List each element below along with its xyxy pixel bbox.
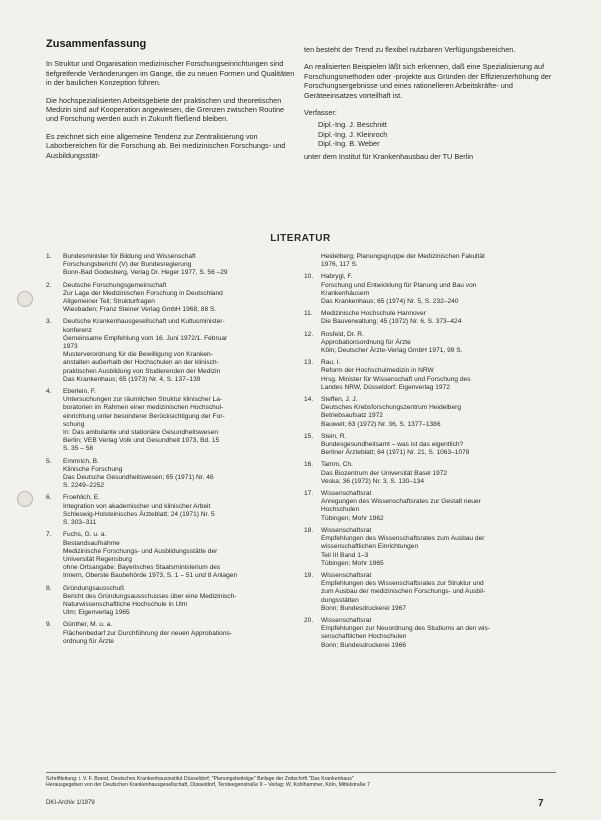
reference-number: 20. <box>304 616 314 624</box>
author-affiliation: unter dem Institut für Krankenhausbau der TU Berlin <box>304 151 474 161</box>
reference-entry <box>46 621 291 646</box>
reference-text: Eberlein, F. Untersuchungen zur räumlichen Struktur klinischer La- boratorien im Rahmen einer medizinischen Hochschul- einrichtung unter besonderer Berücksichtigung der For- schung In: Das ambulante und stationäre Gesundheitswesen Berlin; VEB Verlag Volk und Gesundheit 1973, Bd. 15 S. 35 – 58 <box>63 388 225 453</box>
reference-number: 15. <box>304 432 314 440</box>
reference-text: Heidelberg; Planungsgruppe der Medizinischen Fakultät 1976, 117 S. <box>321 253 485 269</box>
literatur-heading: LITERATUR <box>270 233 331 244</box>
reference-text: Wissenschaftsrat Empfehlungen des Wissenschaftsrates zur Struktur und zum Ausbau der medizinischen Forschungs- und Ausbil- dungsstätten Bonn; Bundesdruckerei 1967 <box>321 571 486 612</box>
reference-number: 19. <box>304 571 314 579</box>
reference-entry <box>304 310 549 326</box>
punch-hole <box>17 291 33 307</box>
reference-entry <box>304 273 549 306</box>
reference-text: Fuchs, G. u. a. Bestandsaufnahme Medizinische Forschungs- und Ausbildungsstätte der Universität Regensburg ohne Ortsangabe: Bayerisches Staatsministerium des Innern, Oberste Baubehörde 1973, S. 1 – 51 und 8 Anlagen <box>63 531 238 580</box>
reference-text: Deutsche Krankenhausgesellschaft und Kultusminister- konferenz Gemeinsame Empfehlung vom 16. Juni 1972/1. Februar 1973 Musterverordnung für die Bewilligung von Kranken- anstalten außerhalb der Hochschulen an der klinisch- praktischen Ausbildung von Studierenden der Medizin Das Krankenhaus; 65 (1973) Nr. 4, S. 137–139 <box>63 318 228 383</box>
reference-entry <box>46 494 291 527</box>
reference-text: Steffen, J. J. Deutsches Krebsforschungszentrum Heidelberg Betriebsaufsatz 1972 Bauwelt; 63 (1972) Nr. 36, S. 1377–1386 <box>321 396 462 428</box>
reference-text: Wissenschaftsrat Empfehlungen des Wissenschaftsrates zum Ausbau der wissenschaftlichen Einrichtungen Teil III Band 1–3 Tübingen; Mohr 1965 <box>321 526 485 567</box>
reference-entry <box>304 253 549 269</box>
reference-number: 3. <box>46 318 52 326</box>
reference-text: Deutsche Forschungsgemeinschaft Zur Lage der Medizinischen Forschung in Deutschland Allgemeiner Teil; Strukturfragen Wiesbaden; Franz Steiner Verlag GmbH 1968, 88 S. <box>63 281 223 314</box>
reference-number: 7. <box>46 531 52 539</box>
authors-label: Verfasser: <box>304 108 337 118</box>
author-name: Dipl.-Ing. B. Weber <box>318 139 380 149</box>
reference-text: Tamm, Ch. Das Biozentrum der Universität Basel 1972 Veska; 36 (1972) Nr. 3, S. 130–134 <box>321 461 448 485</box>
reference-number: 11. <box>304 310 313 318</box>
reference-entry <box>46 282 291 315</box>
reference-number: 6. <box>46 494 52 502</box>
reference-text: Rosfeld, Dr. R. Approbationsordnung für Ärzte Köln; Deutscher Ärzte-Verlag GmbH 1971, 99 S. <box>321 330 463 355</box>
reference-number: 8. <box>46 584 52 592</box>
reference-text: Emmrich, B. Klinische Forschung Das Deutsche Gesundheitswesen; 65 (1971) Nr. 46 S. 2249–2252 <box>63 457 214 490</box>
reference-text: Stein, R. Bundesgesundheitsamt – was ist das eigentlich? Berliner Ärzteblatt; 84 (1971) Nr. 21, S. 1063–1078 <box>321 432 470 457</box>
reference-text: Medizinische Hochschule Hannover Die Bauverwaltung; 45 (1972) Nr. 6, S. 373–424 <box>321 310 462 326</box>
reference-number: 4. <box>46 388 52 396</box>
reference-text: Wissenschaftsrat Anregungen des Wissenschaftsrates zur Gestalt neuer Hochschulen Tübingen; Mohr 1962 <box>321 490 481 522</box>
reference-entry <box>304 331 549 356</box>
reference-number: 14. <box>304 396 314 404</box>
summary-right-column <box>304 45 554 169</box>
reference-number: 16. <box>304 461 314 469</box>
reference-text: Froehlich, E. Integration von akademischer und klinischer Arbeit Schleswig-Holsteinisches Ärzteblatt; 24 (1971) Nr. 5 S. 303–311 <box>63 494 215 527</box>
footer-imprint: Schriftleitung: i. V. F. Brand, Deutsches Krankenhausinstitut Düsseldorf; "Planungsbeiträge" Beilage der Zeitschrift "Das Krankenhaus" Herausgegeben von der Deutschen Krankenhausgesellschaft, Düsseldorf, Tersteegenstraße 9 – Verlag: W. Kohlhammer, Köln, Mittelstraße 7 <box>46 772 556 788</box>
summary-paragraph: An realisierten Beispielen läßt sich erkennen, daß eine Spezialisierung auf Forschungsmethoden oder -projekte aus Gründen der Effizienzerhöhung der Forschungsergebnisse und eines rationelleren Arbeitskräfte- und Geräteeinsatzes vorteilhaft ist. <box>304 62 552 100</box>
reference-entry <box>304 359 549 392</box>
reference-entry <box>46 253 291 278</box>
summary-left-column <box>46 40 298 168</box>
reference-number: 9. <box>46 621 52 629</box>
reference-entry <box>304 433 549 458</box>
summary-paragraph: ten besteht der Trend zu flexibel nutzbaren Verfügungsbereichen. <box>304 45 516 54</box>
punch-hole <box>17 491 33 507</box>
reference-entry <box>46 458 291 491</box>
reference-entry <box>46 388 291 454</box>
reference-entry <box>304 461 549 486</box>
reference-number: 12. <box>304 330 314 338</box>
reference-number: 18. <box>304 526 314 534</box>
reference-number <box>304 253 321 269</box>
footer-archive-label: DKI-Archiv 1/1979 <box>46 800 95 806</box>
reference-entry <box>304 396 549 429</box>
reference-number: 1. <box>46 253 52 260</box>
authors-list <box>318 120 554 148</box>
reference-number: 5. <box>46 457 52 465</box>
reference-text: Günther, M. u. a. Flächenbedarf zur Durchführung der neuen Approbations- ordnung für Ärzte <box>63 621 232 645</box>
author-name: Dipl.-Ing. J. Beschnitt <box>318 120 387 130</box>
summary-paragraph: Die hochspezialisierten Arbeitsgebiete der praktischen und theoretischen Medizin sind auf Kooperation angewiesen, die Grenzen zwischen Routine und Forschung werden auch in Zukunft fließend bleiben. <box>46 95 285 124</box>
reference-text: Rau, I. Reform der Hochschulmedizin in NRW Hrsg. Minister für Wissenschaft und Forschung des Landes NRW, Düsseldorf: Eigenverlag 1972 <box>321 359 471 391</box>
summary-heading: Zusammenfassung <box>46 38 147 50</box>
reference-text: Gründungsausschuß Bericht des Gründungsausschusses über eine Medizinisch- Naturwissenschaftliche Hochschule in Ulm Ulm; Eigenverlag 1965 <box>63 584 237 617</box>
reference-entry <box>46 585 291 618</box>
reference-number: 13. <box>304 359 314 367</box>
page-number: 7 <box>538 798 544 809</box>
reference-entry <box>304 490 549 523</box>
reference-number: 10. <box>304 273 314 281</box>
author-name: Dipl.-Ing. J. Kleinroch <box>318 129 388 139</box>
summary-paragraph: Es zeichnet sich eine allgemeine Tendenz zur Zentralisierung von Laborbereichen für die Forschung ab. Bei medizinischen Forschungs- und Ausbildungsstät- <box>46 131 286 160</box>
reference-entry <box>46 531 291 580</box>
references-right-column <box>304 253 549 654</box>
reference-entry <box>304 527 549 568</box>
reference-number: 2. <box>46 281 52 289</box>
reference-entry <box>46 318 291 384</box>
reference-number: 17. <box>304 490 314 498</box>
summary-paragraph: In Struktur und Organisation medizinischer Forschungseinrichtungen sind tiefgreifende Veränderungen im Gange, die zu neuen Formen und Qualitäten in der baulichen Konzeption führen. <box>46 59 295 88</box>
reference-entry <box>304 617 549 650</box>
reference-text: Habrygl, F. Forschung und Entwicklung für Planung und Bau von Krankenhäusern Das Krankenhaus; 65 (1974) Nr. 5, S. 232–240 <box>321 273 477 306</box>
reference-text: Wissenschaftsrat Empfehlungen zur Neuordnung des Studiums an den wis- senschaftlichen Hochschulen Bonn; Bundesdruckerei 1966 <box>321 616 490 649</box>
references-left-column <box>46 253 291 650</box>
reference-text: Bundesminister für Bildung und Wissenschaft Forschungsbericht (V) der Bundesregierung Bonn-Bad Godesberg, Verlag Dr. Heger 1977, S. 56 –29 <box>63 253 228 277</box>
reference-entry <box>304 572 549 613</box>
